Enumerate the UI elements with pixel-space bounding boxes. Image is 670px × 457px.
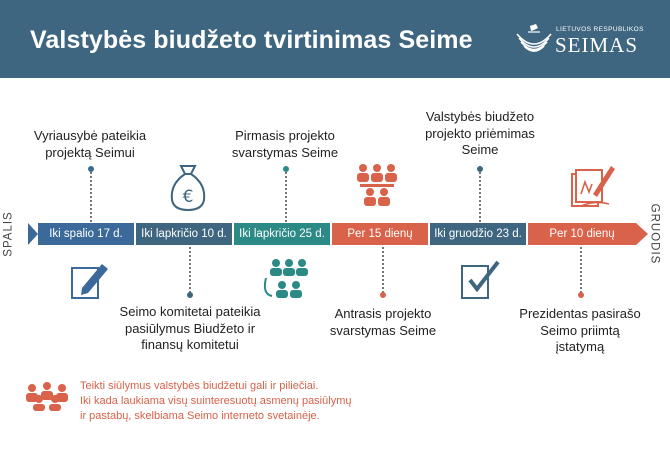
euro-symbol: € — [182, 187, 194, 207]
event-line: Seimo priimtą — [540, 322, 620, 338]
connector-line — [189, 247, 191, 293]
event-president-signs — [505, 306, 655, 356]
timeline-segment-nov10: Iki lapkričio 10 d. — [136, 223, 232, 245]
connector-dot — [187, 292, 193, 298]
event-first-consideration — [210, 128, 360, 161]
header-bar — [0, 0, 670, 78]
event-line: Seime — [461, 142, 499, 157]
connector-line — [285, 172, 287, 222]
connector-line — [382, 247, 384, 293]
event-line: pasiūlymus Biudžeto ir — [124, 320, 256, 336]
citizens-note — [80, 379, 351, 424]
meeting-people-icon — [352, 160, 402, 214]
event-line: įstatymą — [555, 339, 605, 354]
connector-line — [580, 247, 582, 293]
timeline-segment-nov25: Iki lapkričio 25 d. — [234, 223, 330, 245]
event-line: finansų komitetui — [141, 337, 239, 352]
event-committees-proposals — [100, 304, 280, 354]
event-line: Vyriausybė pateikia — [33, 128, 147, 143]
event-line: projektą Seimui — [45, 144, 135, 160]
timeline-segment-oct17: Iki spalio 17 d. — [38, 223, 134, 245]
citizens-group-icon — [23, 381, 71, 411]
note-line: ir pastabų, skelbiama Seimo interneto svetainėje. — [80, 410, 320, 422]
connector-dot — [380, 292, 386, 298]
page-title: Valstybės biudžeto tvirtinimas Seime — [30, 26, 473, 54]
connector-line — [90, 172, 92, 222]
event-line: svarstymas Seime — [329, 322, 437, 338]
event-line: projekto priėmimas — [425, 125, 535, 141]
event-government-submits — [10, 128, 170, 161]
event-budget-adoption — [405, 109, 555, 159]
logo-wordmark: SEIMAS — [555, 33, 639, 57]
timeline-start-label: SPALIS — [2, 211, 15, 257]
connector-line — [479, 172, 481, 222]
timeline-segment-dec23: Iki gruodžio 23 d. — [430, 223, 526, 245]
note-line: Teikti siūlymus valstybės biudžetui gali ir piliečiai. — [80, 380, 319, 392]
event-line: Antrasis projekto — [334, 306, 432, 321]
event-second-consideration — [308, 306, 458, 339]
meeting-people-teal-icon — [262, 256, 314, 306]
money-bag-icon — [166, 160, 210, 212]
seimas-emblem-icon — [514, 22, 554, 58]
connector-dot — [578, 292, 584, 298]
event-line: Seimo komitetai pateikia — [119, 304, 261, 319]
event-line: Pirmasis projekto — [235, 128, 335, 143]
event-line: Prezidentas pasirašo — [519, 306, 641, 321]
signing-document-icon — [565, 160, 619, 212]
timeline-end-label: GRUODIS — [648, 203, 661, 265]
edit-document-icon — [68, 258, 112, 304]
note-line: Iki kada laukiama visų suinteresuotų asmenų pasiūlymų — [80, 395, 352, 407]
event-line: Valstybės biudžeto — [425, 109, 535, 124]
checked-document-icon — [458, 258, 502, 304]
logo-subtitle: LIETUVOS RESPUBLIKOS — [556, 26, 644, 33]
timeline-segment-10days: Per 10 dienų — [528, 223, 636, 245]
event-line: svarstymas Seime — [231, 144, 339, 160]
seimas-logo — [514, 20, 664, 62]
timeline-segment-15days: Per 15 dienų — [332, 223, 428, 245]
